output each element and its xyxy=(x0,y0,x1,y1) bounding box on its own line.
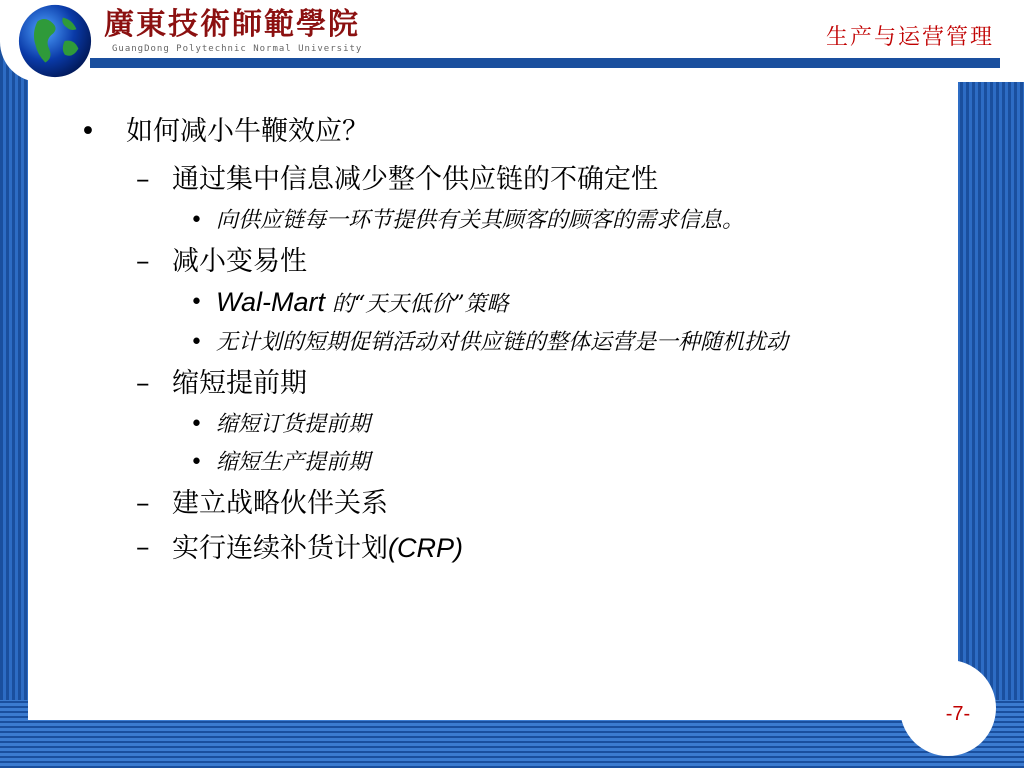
slide-body xyxy=(80,112,940,573)
school-logo-subtitle: GuangDong Polytechnic Normal University xyxy=(112,44,363,54)
crp-text: (CRP) xyxy=(388,533,463,563)
dash-icon: – xyxy=(136,164,150,195)
dash-icon: – xyxy=(136,246,150,277)
sub-list-item-text: 无计划的短期促销活动对供应链的整体运营是一种随机扰动 xyxy=(216,330,789,355)
list-item-text: 实行连续补货计划 xyxy=(172,533,388,564)
list-item-text: 通过集中信息减少整个供应链的不确定性 xyxy=(172,164,658,195)
sub-list-item xyxy=(80,446,940,479)
list-item-text: 减小变易性 xyxy=(172,246,307,277)
heading-text: 如何减小牛鞭效应？ xyxy=(126,116,369,147)
sub-list-item-text: 缩短生产提前期 xyxy=(216,450,371,475)
bullet-dot-icon: • xyxy=(190,290,203,315)
bullet-dot-icon: • xyxy=(80,116,96,147)
list-item xyxy=(80,528,940,569)
sub-list-item xyxy=(80,286,940,321)
list-item-text: 建立战略伙伴关系 xyxy=(172,488,388,519)
bullet-heading xyxy=(80,112,940,152)
dash-icon: – xyxy=(136,488,150,519)
course-title: 生产与运营管理 xyxy=(825,25,994,50)
list-item xyxy=(80,160,940,200)
sub-list-item xyxy=(80,408,940,441)
walmart-text: Wal-Mart xyxy=(216,287,326,317)
list-item-text: 缩短提前期 xyxy=(172,368,307,399)
sub-list-item xyxy=(80,326,940,359)
list-item xyxy=(80,242,940,282)
dash-icon: – xyxy=(136,532,150,563)
sub-list-item xyxy=(80,204,940,237)
bullet-dot-icon: • xyxy=(190,412,203,437)
sub-list-item-text: 的“天天低价”策略 xyxy=(325,292,509,317)
sub-list-item-text: 向供应链每一环节提供有关其顾客的顾客的需求信息。 xyxy=(216,208,745,233)
globe-icon xyxy=(16,2,94,80)
list-item xyxy=(80,484,940,524)
bullet-dot-icon: • xyxy=(190,450,203,475)
bullet-dot-icon: • xyxy=(190,330,203,355)
header-divider xyxy=(90,58,1000,68)
page-number: -7- xyxy=(945,703,971,725)
sub-list-item-text: 缩短订货提前期 xyxy=(216,412,371,437)
list-item xyxy=(80,364,940,404)
bullet-dot-icon: • xyxy=(190,208,203,233)
school-logo-text: 廣東技術師範學院 xyxy=(104,7,360,42)
dash-icon: – xyxy=(136,368,150,399)
